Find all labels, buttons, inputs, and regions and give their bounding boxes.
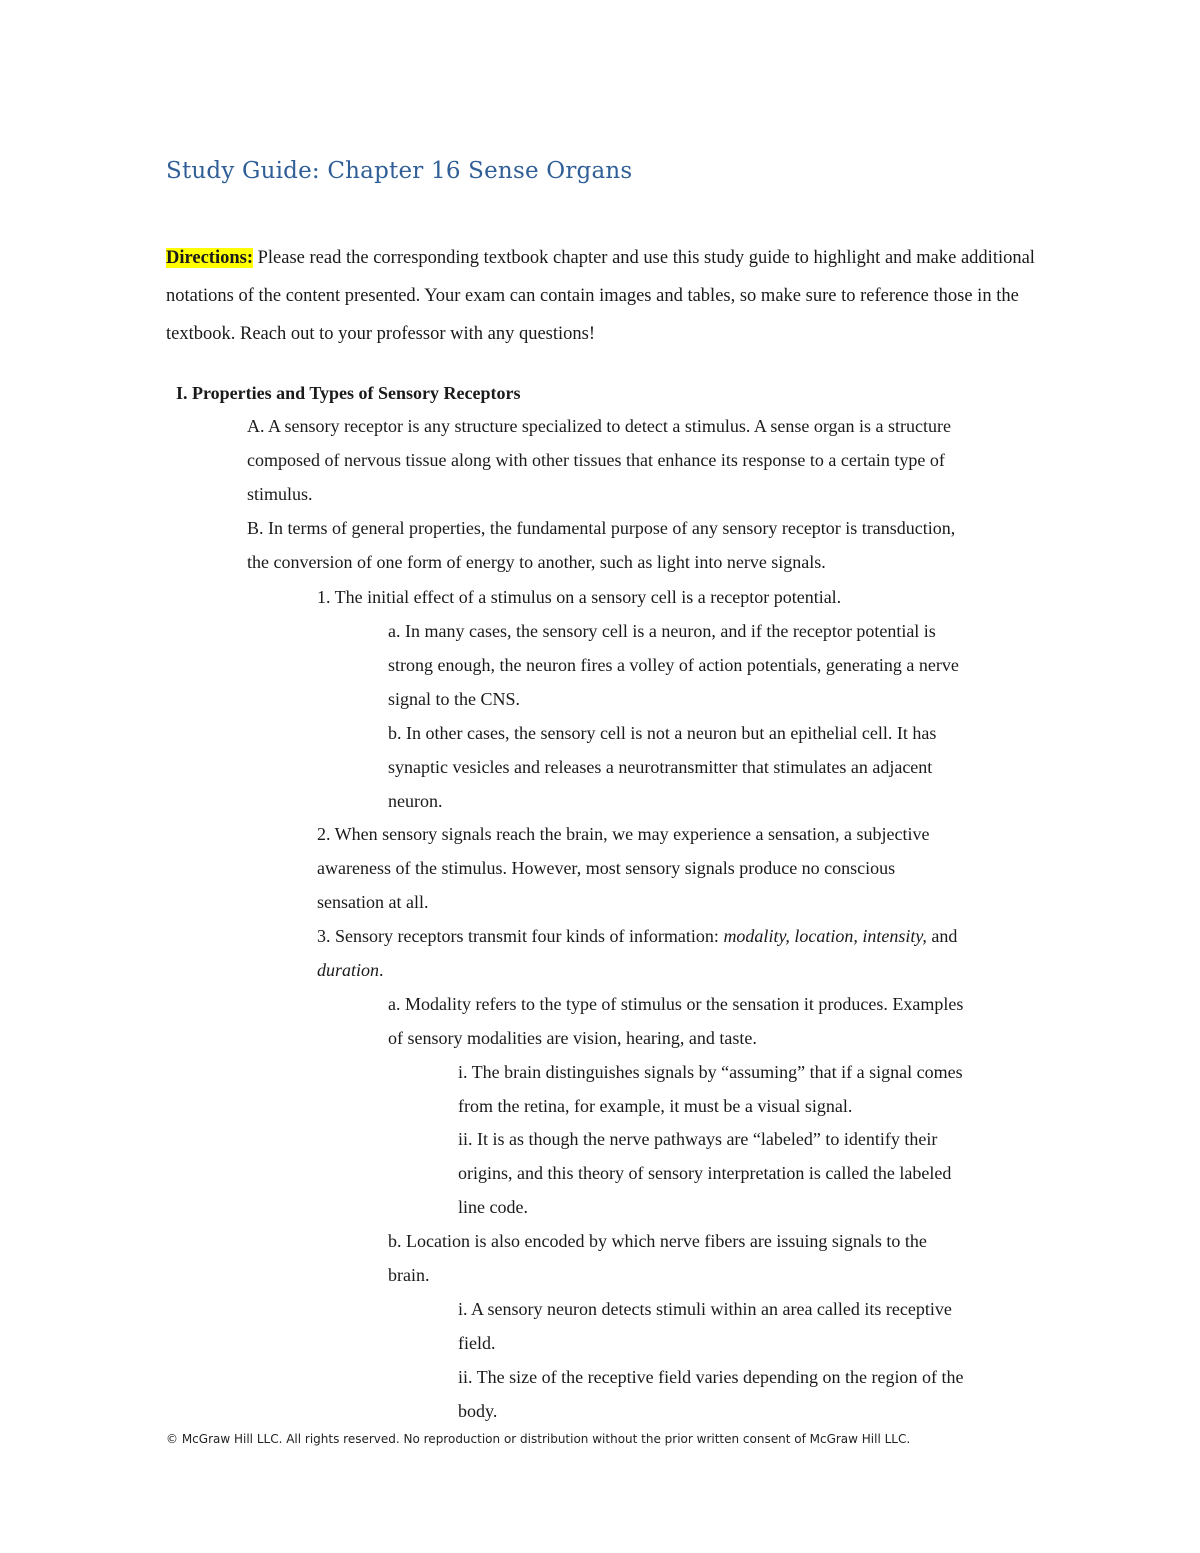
item-B3-italic-terms: modality, location, intensity,	[723, 926, 927, 946]
item-B2-line-1: 2. When sensory signals reach the brain, we may experience a sensation, a subjective	[317, 824, 930, 844]
item-B3-italic-duration: duration	[317, 960, 380, 980]
copyright-footer: © McGraw Hill LLC. All rights reserved. No reproduction or distribution without the prior written consent of McGraw Hill LLC.	[166, 1432, 911, 1446]
item-B3-end: .	[379, 960, 384, 980]
page-title: Study Guide: Chapter 16 Sense Organs	[166, 158, 633, 184]
item-B3a-ii-line-3: line code.	[458, 1197, 528, 1217]
directions-paragraph	[166, 239, 1036, 353]
item-B1a-line-2: strong enough, the neuron fires a volley of action potentials, generating a nerve	[388, 655, 959, 675]
item-B3a-line-1: a. Modality refers to the type of stimulus or the sensation it produces. Examples	[388, 994, 964, 1014]
item-B1a-line-1: a. In many cases, the sensory cell is a neuron, and if the receptor potential is	[388, 621, 936, 641]
item-B3b-line-1: b. Location is also encoded by which nerve fibers are issuing signals to the	[388, 1231, 927, 1251]
directions-label: Directions:	[166, 248, 253, 268]
item-A-line-1: A. A sensory receptor is any structure specialized to detect a stimulus. A sense organ is a structure	[247, 416, 951, 436]
item-B3-and: and	[926, 926, 958, 946]
item-B3b-i-line-1: i. A sensory neuron detects stimuli within an area called its receptive	[458, 1299, 952, 1319]
item-B3a-ii-line-2: origins, and this theory of sensory interpretation is called the labeled	[458, 1163, 952, 1183]
item-B1: 1. The initial effect of a stimulus on a sensory cell is a receptor potential.	[317, 587, 842, 607]
item-B1b-line-2: synaptic vesicles and releases a neurotransmitter that stimulates an adjacent	[388, 757, 933, 777]
item-B3a-ii-line-1: ii. It is as though the nerve pathways are “labeled” to identify their	[458, 1129, 938, 1149]
item-A-line-2: composed of nervous tissue along with other tissues that enhance its response to a certain type of	[247, 450, 945, 470]
item-B3-line-1	[317, 924, 957, 948]
item-B-line-2: the conversion of one form of energy to another, such as light into nerve signals.	[247, 552, 826, 572]
item-B1a-line-3: signal to the CNS.	[388, 689, 521, 709]
item-B3b-i-line-2: field.	[458, 1333, 496, 1353]
item-B3-prefix: 3. Sensory receptors transmit four kinds of information:	[317, 926, 724, 946]
item-B1b-line-1: b. In other cases, the sensory cell is not a neuron but an epithelial cell. It has	[388, 723, 937, 743]
item-B-line-1: B. In terms of general properties, the fundamental purpose of any sensory receptor is transduction,	[247, 518, 956, 538]
section-heading: I. Properties and Types of Sensory Receptors	[176, 383, 521, 403]
item-B3b-line-2: brain.	[388, 1265, 430, 1285]
item-B2-line-3: sensation at all.	[317, 892, 429, 912]
item-B1b-line-3: neuron.	[388, 791, 443, 811]
item-B3-line-2	[317, 958, 384, 982]
item-B3a-i-line-1: i. The brain distinguishes signals by “assuming” that if a signal comes	[458, 1062, 963, 1082]
item-B2-line-2: awareness of the stimulus. However, most sensory signals produce no conscious	[317, 858, 896, 878]
item-A-line-3: stimulus.	[247, 484, 313, 504]
item-B3a-i-line-2: from the retina, for example, it must be a visual signal.	[458, 1096, 853, 1116]
item-B3a-line-2: of sensory modalities are vision, hearing, and taste.	[388, 1028, 757, 1048]
item-B3b-ii-line-1: ii. The size of the receptive field varies depending on the region of the	[458, 1367, 964, 1387]
item-B3b-ii-line-2: body.	[458, 1401, 498, 1421]
directions-text: Please read the corresponding textbook chapter and use this study guide to highlight and make additional notations of the content presented. Your exam can contain images and tables, so make sure to reference those in the textbook. Reach out to your professor with any questions!	[166, 248, 1035, 344]
